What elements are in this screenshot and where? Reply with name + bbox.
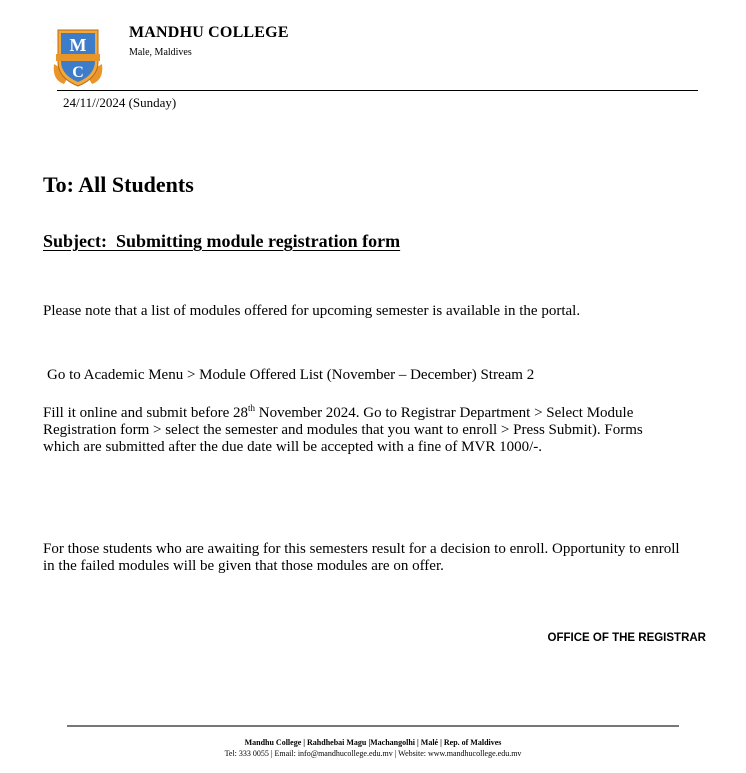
paragraph3-text-start: Fill it online and submit before 28 [43,405,248,421]
recipient-heading: To: All Students [43,172,194,197]
ordinal-suffix: th [247,403,255,413]
paragraph3-text-end: November 2024. Go to Registrar Department > Select Module Registration form > select the semester and modules that you want to enroll > Press Submit). Forms which are submitted after the due date will be accepted with a fine of MVR 1000/-. [43,405,643,455]
header-divider [57,90,698,91]
footer-divider [67,725,679,727]
paragraph-portal-notice: Please note that a list of modules offered for upcoming semester is available in the portal. [43,303,581,319]
college-name: MANDHU COLLEGE [129,24,289,41]
memo-date: 24/11//2024 (Sunday) [63,95,177,110]
subject-line: Subject: Submitting module registration form [43,231,401,251]
footer-contact: Tel: 333 0055 | Email: info@mandhucollege.edu.mv | Website: www.mandhucollege.edu.mv [224,749,522,758]
college-location: Male, Maldives [129,47,192,58]
logo-letter-m: M [69,35,87,55]
signoff-office: OFFICE OF THE REGISTRAR [547,632,706,644]
paragraph-submission-instructions [43,405,683,456]
paragraph-menu-path: Go to Academic Menu > Module Offered List (November – December) Stream 2 [47,367,535,383]
college-logo-icon [50,24,106,90]
paragraph-awaiting-results: For those students who are awaiting for this semesters result for a decision to enroll. Opportunity to enroll in the failed modules will be given that those modules are on offer. [43,541,680,574]
logo-letter-c: C [72,64,84,81]
footer-address: Mandhu College | Rahdhebai Magu |Machangolhi | Malé | Rep. of Maldives [244,738,502,747]
